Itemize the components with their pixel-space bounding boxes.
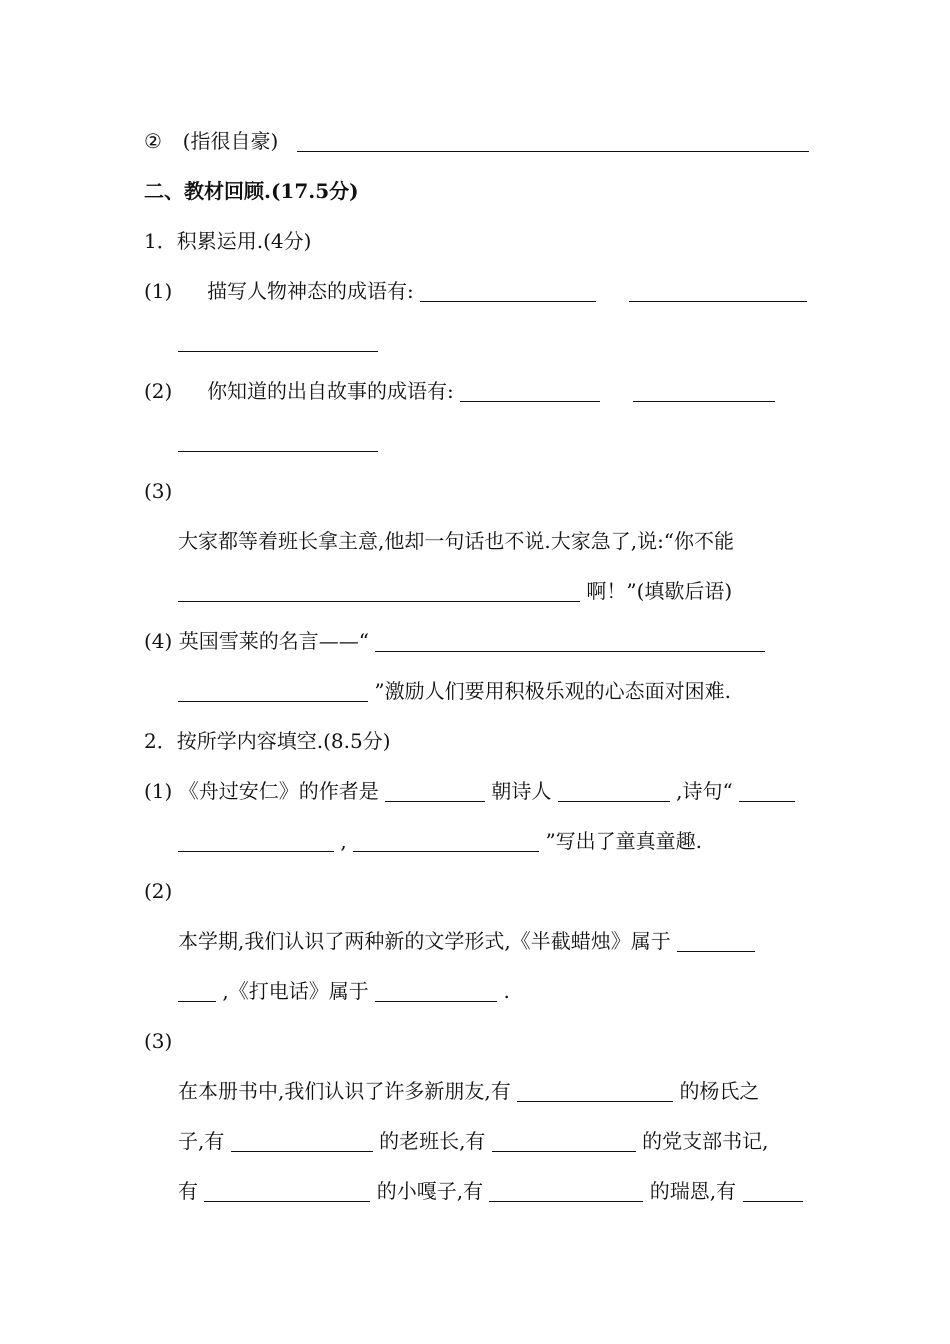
q2-part2-number: (2) [144, 879, 173, 903]
answer-blank[interactable] [178, 831, 334, 852]
answer-blank[interactable] [178, 581, 580, 602]
part-text: 本学期,我们认识了两种新的文学形式,《半截蜡烛》属于 [178, 929, 671, 953]
q2-part3-line3 [178, 1178, 803, 1204]
q1-part2-continued [178, 428, 378, 454]
answer-blank[interactable] [558, 781, 670, 802]
part-text: 在本册书中,我们认识了许多新朋友,有 [178, 1079, 511, 1103]
part-tail: 啊！”(填歇后语) [586, 579, 733, 603]
answer-blank[interactable] [489, 1181, 643, 1202]
section-title: 二、教材回顾.(17.5分) [144, 179, 359, 203]
part-text: 的小嘎子,有 [376, 1179, 484, 1203]
part-text: ”写出了童真童趣. [545, 829, 703, 853]
part-text: 有 [178, 1179, 198, 1203]
answer-blank[interactable] [420, 281, 596, 302]
q2-part2-continued [178, 978, 510, 1004]
part-text: 的杨氏之 [679, 1079, 760, 1103]
q2-part3-number: (3) [144, 1029, 173, 1053]
part-text: 英国雪莱的名言——“ [178, 629, 369, 653]
part-text: ,《打电话》属于 [222, 979, 369, 1003]
answer-blank[interactable] [231, 1131, 373, 1152]
q2-part3-line1 [178, 1078, 759, 1104]
q2-part1 [144, 778, 795, 804]
part-text: ,诗句“ [676, 779, 733, 803]
part-text: 你知道的出自故事的成语有: [207, 379, 454, 403]
answer-blank[interactable] [178, 431, 378, 452]
part-number: (1) [144, 779, 173, 803]
answer-blank[interactable] [743, 1181, 803, 1202]
answer-blank[interactable] [204, 1181, 370, 1202]
part-text: 《舟过安仁》的作者是 [178, 779, 379, 803]
part-text: 子,有 [178, 1129, 225, 1153]
answer-blank[interactable] [385, 781, 485, 802]
part-text: 描写人物神态的成语有: [207, 279, 414, 303]
answer-blank[interactable] [375, 981, 497, 1002]
part-text: 的党支部书记, [642, 1129, 769, 1153]
part-number: (1) [144, 279, 173, 303]
question-marker: ② [144, 129, 162, 153]
q1-part3-number: (3) [144, 479, 173, 503]
answer-blank[interactable] [297, 131, 809, 152]
part-text: 的老班长,有 [379, 1129, 486, 1153]
q1-part1-continued [178, 328, 378, 354]
part-number: (2) [144, 379, 173, 403]
answer-blank[interactable] [460, 381, 600, 402]
q2-part3-line2 [178, 1128, 769, 1154]
answer-blank[interactable] [178, 331, 378, 352]
answer-blank[interactable] [677, 931, 755, 952]
answer-blank[interactable] [178, 681, 368, 702]
part-tail: ”激励人们要用积极乐观的心态面对困难. [374, 679, 731, 703]
part-text: 朝诗人 [491, 779, 552, 803]
answer-blank[interactable] [629, 281, 807, 302]
q1-part2 [144, 378, 775, 404]
part-text: . [503, 979, 510, 1003]
part-text: 的瑞恩,有 [649, 1179, 737, 1203]
answer-blank[interactable] [633, 381, 775, 402]
part-text: , [340, 829, 347, 853]
question-circle-2 [144, 128, 809, 154]
question-2-title: 2．按所学内容填空.(8.5分) [144, 729, 391, 753]
answer-blank[interactable] [492, 1131, 636, 1152]
q1-part1 [144, 278, 807, 304]
q1-part3-continued [178, 578, 732, 604]
part-number: (4) [144, 629, 173, 653]
q1-part4 [144, 628, 765, 654]
answer-blank[interactable] [178, 981, 216, 1002]
q2-part2-text [178, 928, 755, 954]
q2-part1-continued [178, 828, 702, 854]
answer-blank[interactable] [375, 631, 765, 652]
q1-part4-continued [178, 678, 731, 704]
answer-blank[interactable] [517, 1081, 673, 1102]
question-hint: (指很自豪) [182, 129, 279, 153]
answer-blank[interactable] [739, 781, 795, 802]
q1-part3-text: 大家都等着班长拿主意,他却一句话也不说.大家急了,说:“你不能 [178, 529, 735, 553]
answer-blank[interactable] [353, 831, 539, 852]
question-1-title: 1．积累运用.(4分) [144, 229, 312, 253]
